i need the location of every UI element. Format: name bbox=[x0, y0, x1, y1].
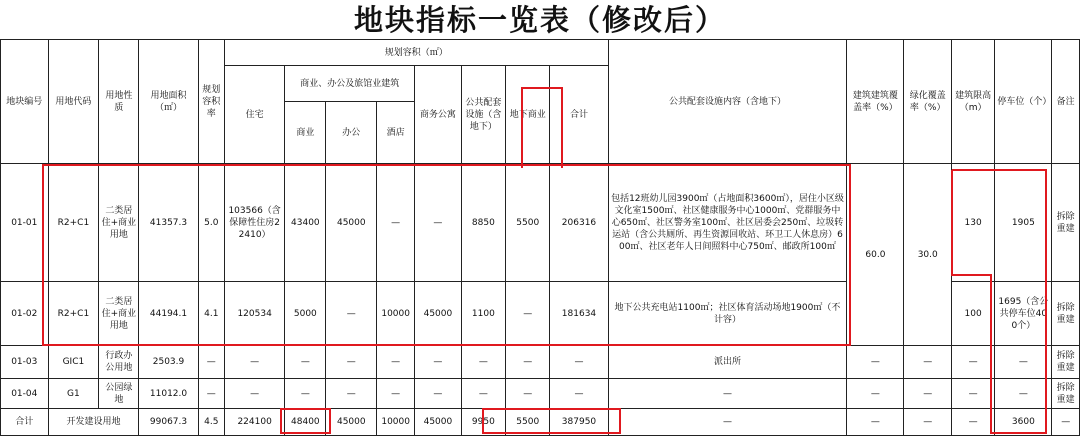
cell-remark: — bbox=[1052, 409, 1080, 436]
cell-green: — bbox=[904, 346, 952, 379]
cell-far: 4.1 bbox=[198, 282, 224, 346]
cell-land-area: 41357.3 bbox=[139, 164, 198, 282]
cell-plot-id: 01-02 bbox=[1, 282, 49, 346]
cell-height: — bbox=[951, 379, 994, 409]
cell-subtotal: 387950 bbox=[550, 409, 608, 436]
cell-subtotal: — bbox=[550, 379, 608, 409]
cell-public-facility: — bbox=[461, 379, 505, 409]
cell-land-code: R2+C1 bbox=[48, 164, 99, 282]
cell-office: 45000 bbox=[326, 409, 377, 436]
cell-commercial: 43400 bbox=[285, 164, 326, 282]
cell-office: 45000 bbox=[326, 164, 377, 282]
header-underground-commercial: 地下商业 bbox=[506, 66, 550, 164]
cell-land-area: 44194.1 bbox=[139, 282, 198, 346]
cell-residential: — bbox=[225, 379, 285, 409]
cell-residential: 120534 bbox=[225, 282, 285, 346]
cell-plot-id: 01-03 bbox=[1, 346, 49, 379]
cell-underground-commercial: — bbox=[506, 379, 550, 409]
header-far: 规划容积率 bbox=[198, 40, 224, 164]
cell-hotel: — bbox=[377, 346, 415, 379]
header-remark: 备注 bbox=[1052, 40, 1080, 164]
cell-green: 30.0 bbox=[904, 164, 952, 346]
cell-business-apartment: 45000 bbox=[415, 282, 461, 346]
header-land-area: 用地面积（㎡） bbox=[139, 40, 198, 164]
cell-parking: — bbox=[995, 379, 1052, 409]
cell-far: — bbox=[198, 379, 224, 409]
header-planned-far-group: 规划容积（㎡） bbox=[225, 40, 609, 66]
header-commercial-group: 商业、办公及旅馆业建筑 bbox=[285, 66, 415, 102]
cell-public-facility: 1100 bbox=[461, 282, 505, 346]
cell-business-apartment: 45000 bbox=[415, 409, 461, 436]
cell-facility-content: 包括12班幼儿园3900㎡（占地面积3600㎡），居住小区级文化室1500㎡、社区健康服务中心1000㎡、党群服务中心650㎡、社区警务室100㎡、社区居委会250㎡、垃圾转运站（含公共厕所、再生资源回收站、环卫工人休息房）600㎡、社区老年人日间照料中心750㎡、邮政所100㎡ bbox=[608, 164, 847, 282]
cell-total-land-code: 开发建设用地 bbox=[48, 409, 139, 436]
table-row bbox=[1, 164, 1080, 282]
cell-land-use: 二类居住+商业用地 bbox=[99, 282, 139, 346]
cell-commercial: 5000 bbox=[285, 282, 326, 346]
cell-height: 130 bbox=[951, 164, 994, 282]
cell-remark: 拆除重建 bbox=[1052, 164, 1080, 282]
cell-underground-commercial: 5500 bbox=[506, 164, 550, 282]
header-commercial: 商业 bbox=[285, 102, 326, 164]
cell-subtotal: 181634 bbox=[550, 282, 608, 346]
cell-land-code: GIC1 bbox=[48, 346, 99, 379]
cell-far: 5.0 bbox=[198, 164, 224, 282]
cell-office: — bbox=[326, 346, 377, 379]
cell-land-area: 11012.0 bbox=[139, 379, 198, 409]
header-parking: 停车位（个） bbox=[995, 40, 1052, 164]
cell-land-use: 二类居住+商业用地 bbox=[99, 164, 139, 282]
cell-hotel: — bbox=[377, 379, 415, 409]
cell-business-apartment: — bbox=[415, 164, 461, 282]
cell-total-label: 合计 bbox=[1, 409, 49, 436]
cell-land-code: G1 bbox=[48, 379, 99, 409]
cell-remark: 拆除重建 bbox=[1052, 379, 1080, 409]
cell-underground-commercial: 5500 bbox=[506, 409, 550, 436]
header-coverage: 建筑建筑覆盖率（%） bbox=[847, 40, 904, 164]
cell-business-apartment: — bbox=[415, 346, 461, 379]
cell-residential: 103566（含保障性住房22410） bbox=[225, 164, 285, 282]
cell-coverage: 60.0 bbox=[847, 164, 904, 346]
cell-far: 4.5 bbox=[198, 409, 224, 436]
cell-hotel: — bbox=[377, 164, 415, 282]
cell-land-area: 99067.3 bbox=[139, 409, 198, 436]
header-plot-id: 地块编号 bbox=[1, 40, 49, 164]
table-row bbox=[1, 346, 1080, 379]
cell-public-facility: 8850 bbox=[461, 164, 505, 282]
cell-residential: 224100 bbox=[225, 409, 285, 436]
cell-coverage: — bbox=[847, 346, 904, 379]
cell-plot-id: 01-04 bbox=[1, 379, 49, 409]
cell-remark: 拆除重建 bbox=[1052, 282, 1080, 346]
cell-land-area: 2503.9 bbox=[139, 346, 198, 379]
header-residential: 住宅 bbox=[225, 66, 285, 164]
cell-subtotal: — bbox=[550, 346, 608, 379]
cell-parking: 1695（含公共停车位400个） bbox=[995, 282, 1052, 346]
cell-plot-id: 01-01 bbox=[1, 164, 49, 282]
header-office: 办公 bbox=[326, 102, 377, 164]
cell-land-use: 行政办公用地 bbox=[99, 346, 139, 379]
cell-remark: 拆除重建 bbox=[1052, 346, 1080, 379]
cell-parking: — bbox=[995, 346, 1052, 379]
cell-commercial: 48400 bbox=[285, 409, 326, 436]
cell-residential: — bbox=[225, 346, 285, 379]
header-business-apartment: 商务公寓 bbox=[415, 66, 461, 164]
cell-public-facility: — bbox=[461, 346, 505, 379]
cell-height: 100 bbox=[951, 282, 994, 346]
header-height: 建筑限高（m） bbox=[951, 40, 994, 164]
cell-underground-commercial: — bbox=[506, 282, 550, 346]
cell-green: — bbox=[904, 409, 952, 436]
cell-height: — bbox=[951, 346, 994, 379]
cell-facility-content: — bbox=[608, 379, 847, 409]
cell-hotel: 10000 bbox=[377, 409, 415, 436]
cell-coverage: — bbox=[847, 379, 904, 409]
header-land-code: 用地代码 bbox=[48, 40, 99, 164]
cell-underground-commercial: — bbox=[506, 346, 550, 379]
cell-hotel: 10000 bbox=[377, 282, 415, 346]
header-green: 绿化覆盖率（%） bbox=[904, 40, 952, 164]
header-facility-content: 公共配套设施内容（含地下） bbox=[608, 40, 847, 164]
cell-subtotal: 206316 bbox=[550, 164, 608, 282]
cell-commercial: — bbox=[285, 379, 326, 409]
header-hotel: 酒店 bbox=[377, 102, 415, 164]
indicator-table bbox=[0, 39, 1080, 436]
cell-office: — bbox=[326, 282, 377, 346]
cell-facility-content: 派出所 bbox=[608, 346, 847, 379]
header-public-facility: 公共配套设施（含地下） bbox=[461, 66, 505, 164]
cell-commercial: — bbox=[285, 346, 326, 379]
cell-land-use: 公园绿地 bbox=[99, 379, 139, 409]
cell-parking: 1905 bbox=[995, 164, 1052, 282]
cell-public-facility: 9950 bbox=[461, 409, 505, 436]
cell-coverage: — bbox=[847, 409, 904, 436]
cell-facility-content: 地下公共充电站1100㎡；社区体育活动场地1900㎡（不计容） bbox=[608, 282, 847, 346]
cell-far: — bbox=[198, 346, 224, 379]
header-land-use: 用地性质 bbox=[99, 40, 139, 164]
table-row bbox=[1, 379, 1080, 409]
cell-facility-content: — bbox=[608, 409, 847, 436]
page-title: 地块指标一览表（修改后） bbox=[353, 3, 726, 37]
total-row bbox=[1, 409, 1080, 436]
header-subtotal: 合计 bbox=[550, 66, 608, 164]
cell-height: — bbox=[951, 409, 994, 436]
cell-green: — bbox=[904, 379, 952, 409]
cell-office: — bbox=[326, 379, 377, 409]
cell-business-apartment: — bbox=[415, 379, 461, 409]
cell-parking: 3600 bbox=[995, 409, 1052, 436]
cell-land-code: R2+C1 bbox=[48, 282, 99, 346]
